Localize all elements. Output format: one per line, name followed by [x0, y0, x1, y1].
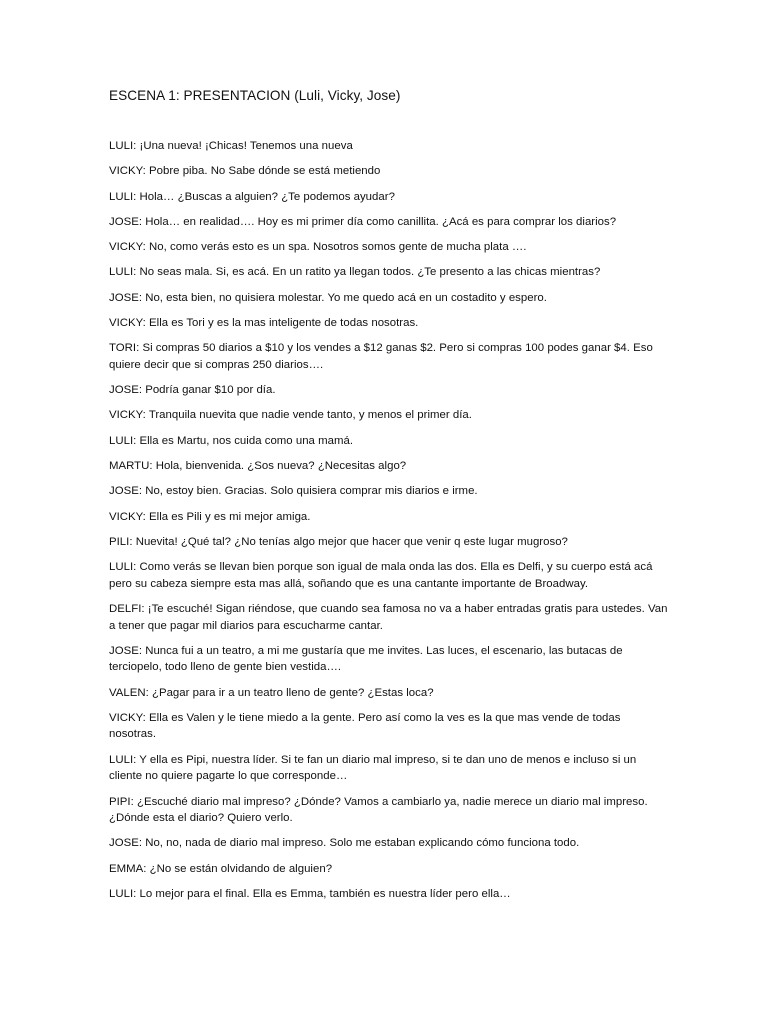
dialogue-line: PILI: Nuevita! ¿Qué tal? ¿No tenías algo mejor que hacer que venir q este lugar mugroso?: [109, 535, 568, 548]
dialogue-line: JOSE: No, esta bien, no quisiera molestar. Yo me quedo acá en un costadito y espero.: [109, 291, 547, 304]
dialogue-line: DELFI: ¡Te escuché! Sigan riéndose, que cuando sea famosa no va a haber entradas gratis para ustedes. Van a tener que pagar mil diarios para escucharme cantar.: [109, 603, 668, 632]
dialogue-line: EMMA: ¿No se están olvidando de alguien?: [109, 862, 333, 875]
dialogue-line: VICKY: Ella es Valen y le tiene miedo a la gente. Pero así como la ves es la que mas vende de todas nosotras.: [109, 711, 621, 741]
dialogue-line: VICKY: No, como verás esto es un spa. Nosotros somos gente de mucha plata ….: [109, 241, 527, 254]
dialogue-line: LULI: Y ella es Pipi, nuestra líder. Si te fan un diario mal impreso, si te dan uno de menos e incluso si un cliente no quiere pagarte lo que corresponde…: [109, 753, 637, 783]
dialogue-line: VALEN: ¿Pagar para ir a un teatro lleno de gente? ¿Estas loca?: [109, 686, 434, 699]
dialogue-line: VICKY: Pobre piba. No Sabe dónde se está metiendo: [109, 165, 381, 178]
dialogue-line: JOSE: No, estoy bien. Gracias. Solo quisiera comprar mis diarios e irme.: [109, 485, 478, 498]
dialogue-line: JOSE: No, no, nada de diario mal impreso. Solo me estaban explicando cómo funciona todo.: [109, 837, 580, 850]
dialogue-line: VICKY: Ella es Pili y es mi mejor amiga.: [109, 510, 311, 523]
dialogue-line: LULI: Lo mejor para el final. Ella es Emma, también es nuestra líder pero ella…: [109, 887, 511, 900]
dialogue-line: LULI: ¡Una nueva! ¡Chicas! Tenemos una nueva: [109, 140, 353, 152]
dialogue-line: TORI: Si compras 50 diarios a $10 y los vendes a $12 ganas $2. Pero si compras 100 podes ganar $4. Eso quiere decir que si compras 250 diarios….: [109, 342, 653, 371]
dialogue-line: JOSE: Nunca fui a un teatro, a mi me gustaría que me invites. Las luces, el escenario, las butacas de terciopelo, todo lleno de gente bien vestida….: [109, 644, 623, 674]
dialogue-line: LULI: Como verás se llevan bien porque son igual de mala onda las dos. Ella es Delfi, y su cuerpo está acá pero su cabeza siempre esta mas allá, soñando que es una cantante importante de Broadway.: [109, 561, 653, 590]
dialogue-line: LULI: Hola… ¿Buscas a alguien? ¿Te podemos ayudar?: [109, 190, 395, 203]
dialogue-line: LULI: Ella es Martu, nos cuida como una mamá.: [109, 434, 354, 447]
scene-title: ESCENA 1: PRESENTACION (Luli, Vicky, Jose): [109, 88, 401, 103]
dialogue-lines: [109, 138, 668, 902]
dialogue-line: LULI: No seas mala. Si, es acá. En un ratito ya llegan todos. ¿Te presento a las chicas mientras?: [109, 266, 601, 279]
dialogue-line: JOSE: Hola… en realidad…. Hoy es mi primer día como canillita. ¿Acá es para comprar los diarios?: [109, 215, 617, 228]
dialogue-line: VICKY: Ella es Tori y es la mas inteligente de todas nosotras.: [109, 317, 419, 330]
dialogue-line: JOSE: Podría ganar $10 por día.: [109, 384, 276, 397]
dialogue-line: MARTU: Hola, bienvenida. ¿Sos nueva? ¿Necesitas algo?: [109, 460, 407, 473]
dialogue-line: PIPI: ¿Escuché diario mal impreso? ¿Dónde? Vamos a cambiarlo ya, nadie merece un diario mal impreso. ¿Dónde esta el diario? Quiero verlo.: [109, 795, 648, 825]
dialogue-line: VICKY: Tranquila nuevita que nadie vende tanto, y menos el primer día.: [109, 409, 472, 422]
